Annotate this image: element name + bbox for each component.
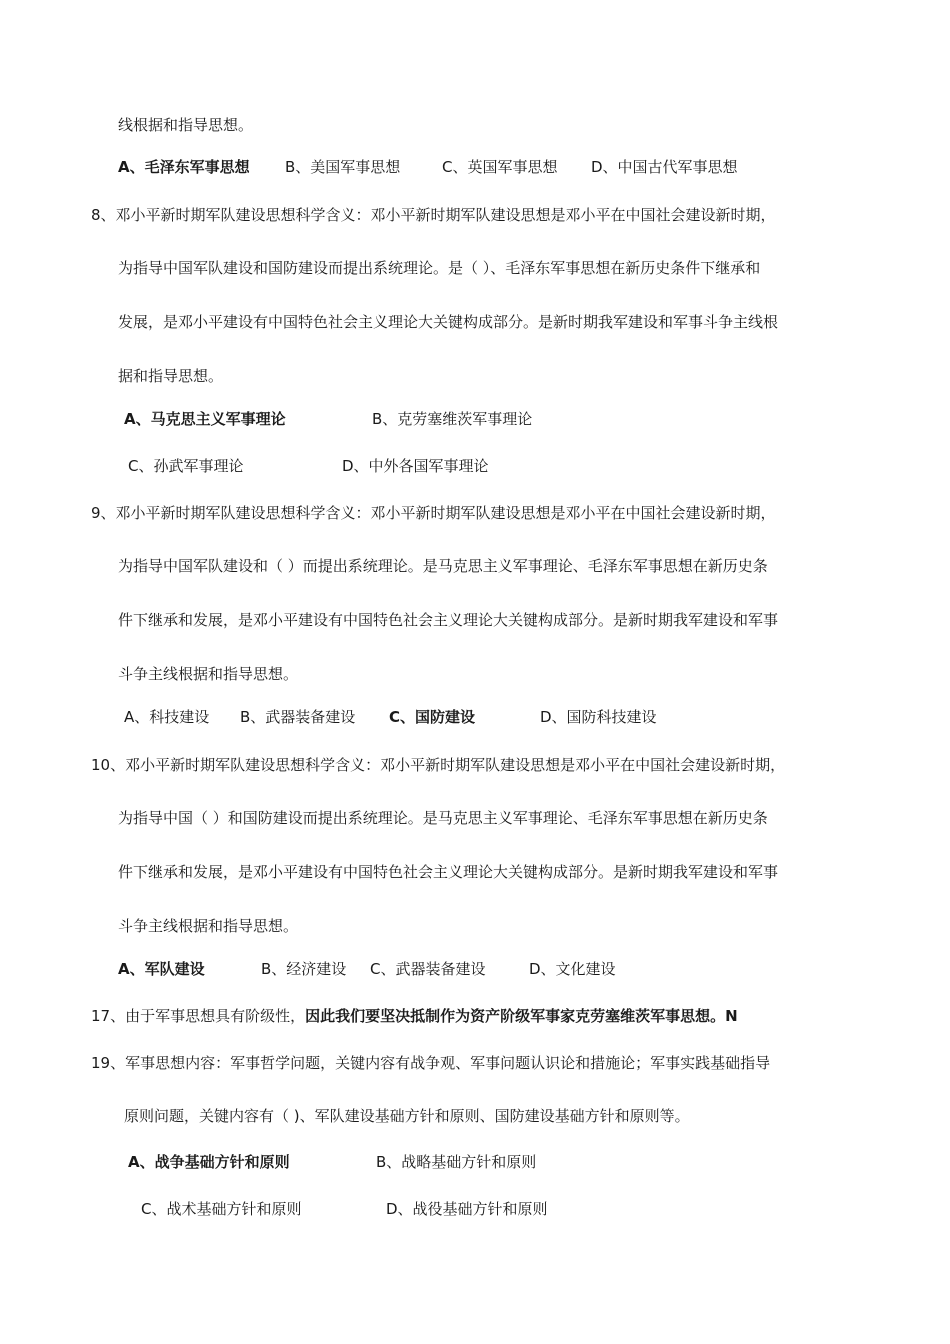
q9-line-3: 件下继承和发展，是邓小平建设有中国特色社会主义理论大关键构成部分。是新时期我军建设和军事 bbox=[118, 611, 779, 629]
q17-bold-text: 因此我们要坚决抵制作为资产阶级军事家克劳塞维茨军事思想。N bbox=[305, 1007, 738, 1025]
q10-option-a: A、军队建设 bbox=[118, 960, 205, 978]
q10-line-1: 10、邓小平新时期军队建设思想科学含义：邓小平新时期军队建设思想是邓小平在中国社会建设新时期， bbox=[91, 756, 786, 774]
continuation-option-a: A、毛泽东军事思想 bbox=[118, 158, 250, 176]
q8-line-4: 据和指导思想。 bbox=[118, 367, 224, 385]
q8-line-1: 8、邓小平新时期军队建设思想科学含义：邓小平新时期军队建设思想是邓小平在中国社会建设新时期， bbox=[91, 206, 776, 224]
q19-option-a: A、战争基础方针和原则 bbox=[128, 1153, 290, 1171]
q17-line bbox=[91, 1006, 738, 1026]
continuation-line-1: 线根据和指导思想。 bbox=[118, 116, 254, 134]
q10-line-4: 斗争主线根据和指导思想。 bbox=[118, 917, 299, 935]
continuation-option-d: D、中国古代军事思想 bbox=[591, 158, 738, 176]
q19-option-b: B、战略基础方针和原则 bbox=[376, 1153, 537, 1171]
q19-line-2: 原则问题，关键内容有（ )、军队建设基础方针和原则、国防建设基础方针和原则等。 bbox=[124, 1107, 690, 1125]
q17-prefix: 17、由于军事思想具有阶级性， bbox=[91, 1007, 306, 1025]
q8-option-b: B、克劳塞维茨军事理论 bbox=[372, 410, 533, 428]
q19-option-d: D、战役基础方针和原则 bbox=[386, 1200, 548, 1218]
q9-option-b: B、武器装备建设 bbox=[240, 708, 356, 726]
q10-option-c: C、武器装备建设 bbox=[370, 960, 486, 978]
q8-option-d: D、中外各国军事理论 bbox=[342, 457, 489, 475]
q8-option-c: C、孙武军事理论 bbox=[128, 457, 244, 475]
q8-option-a: A、马克思主义军事理论 bbox=[124, 410, 286, 428]
q10-option-b: B、经济建设 bbox=[261, 960, 347, 978]
q19-line-1: 19、军事思想内容：军事哲学问题，关键内容有战争观、军事问题认识论和措施论；军事实践基础指导 bbox=[91, 1054, 771, 1072]
q9-option-d: D、国防科技建设 bbox=[540, 708, 657, 726]
q8-line-3: 发展，是邓小平建设有中国特色社会主义理论大关键构成部分。是新时期我军建设和军事斗争主线根 bbox=[118, 313, 779, 331]
continuation-option-c: C、英国军事思想 bbox=[442, 158, 558, 176]
continuation-option-b: B、美国军事思想 bbox=[285, 158, 401, 176]
q10-option-d: D、文化建设 bbox=[529, 960, 616, 978]
q10-line-2: 为指导中国（ ）和国防建设而提出系统理论。是马克思主义军事理论、毛泽东军事思想在新历史条 bbox=[118, 809, 768, 827]
q19-option-c: C、战术基础方针和原则 bbox=[141, 1200, 302, 1218]
q9-option-c: C、国防建设 bbox=[389, 708, 476, 726]
q9-option-a: A、科技建设 bbox=[124, 708, 210, 726]
q9-line-1: 9、邓小平新时期军队建设思想科学含义：邓小平新时期军队建设思想是邓小平在中国社会建设新时期， bbox=[91, 504, 776, 522]
q9-line-4: 斗争主线根据和指导思想。 bbox=[118, 665, 299, 683]
q8-line-2: 为指导中国军队建设和国防建设而提出系统理论。是（ ）、毛泽东军事思想在新历史条件下继承和 bbox=[118, 259, 761, 277]
q9-line-2: 为指导中国军队建设和（ ）而提出系统理论。是马克思主义军事理论、毛泽东军事思想在新历史条 bbox=[118, 557, 768, 575]
q10-line-3: 件下继承和发展，是邓小平建设有中国特色社会主义理论大关键构成部分。是新时期我军建设和军事 bbox=[118, 863, 779, 881]
